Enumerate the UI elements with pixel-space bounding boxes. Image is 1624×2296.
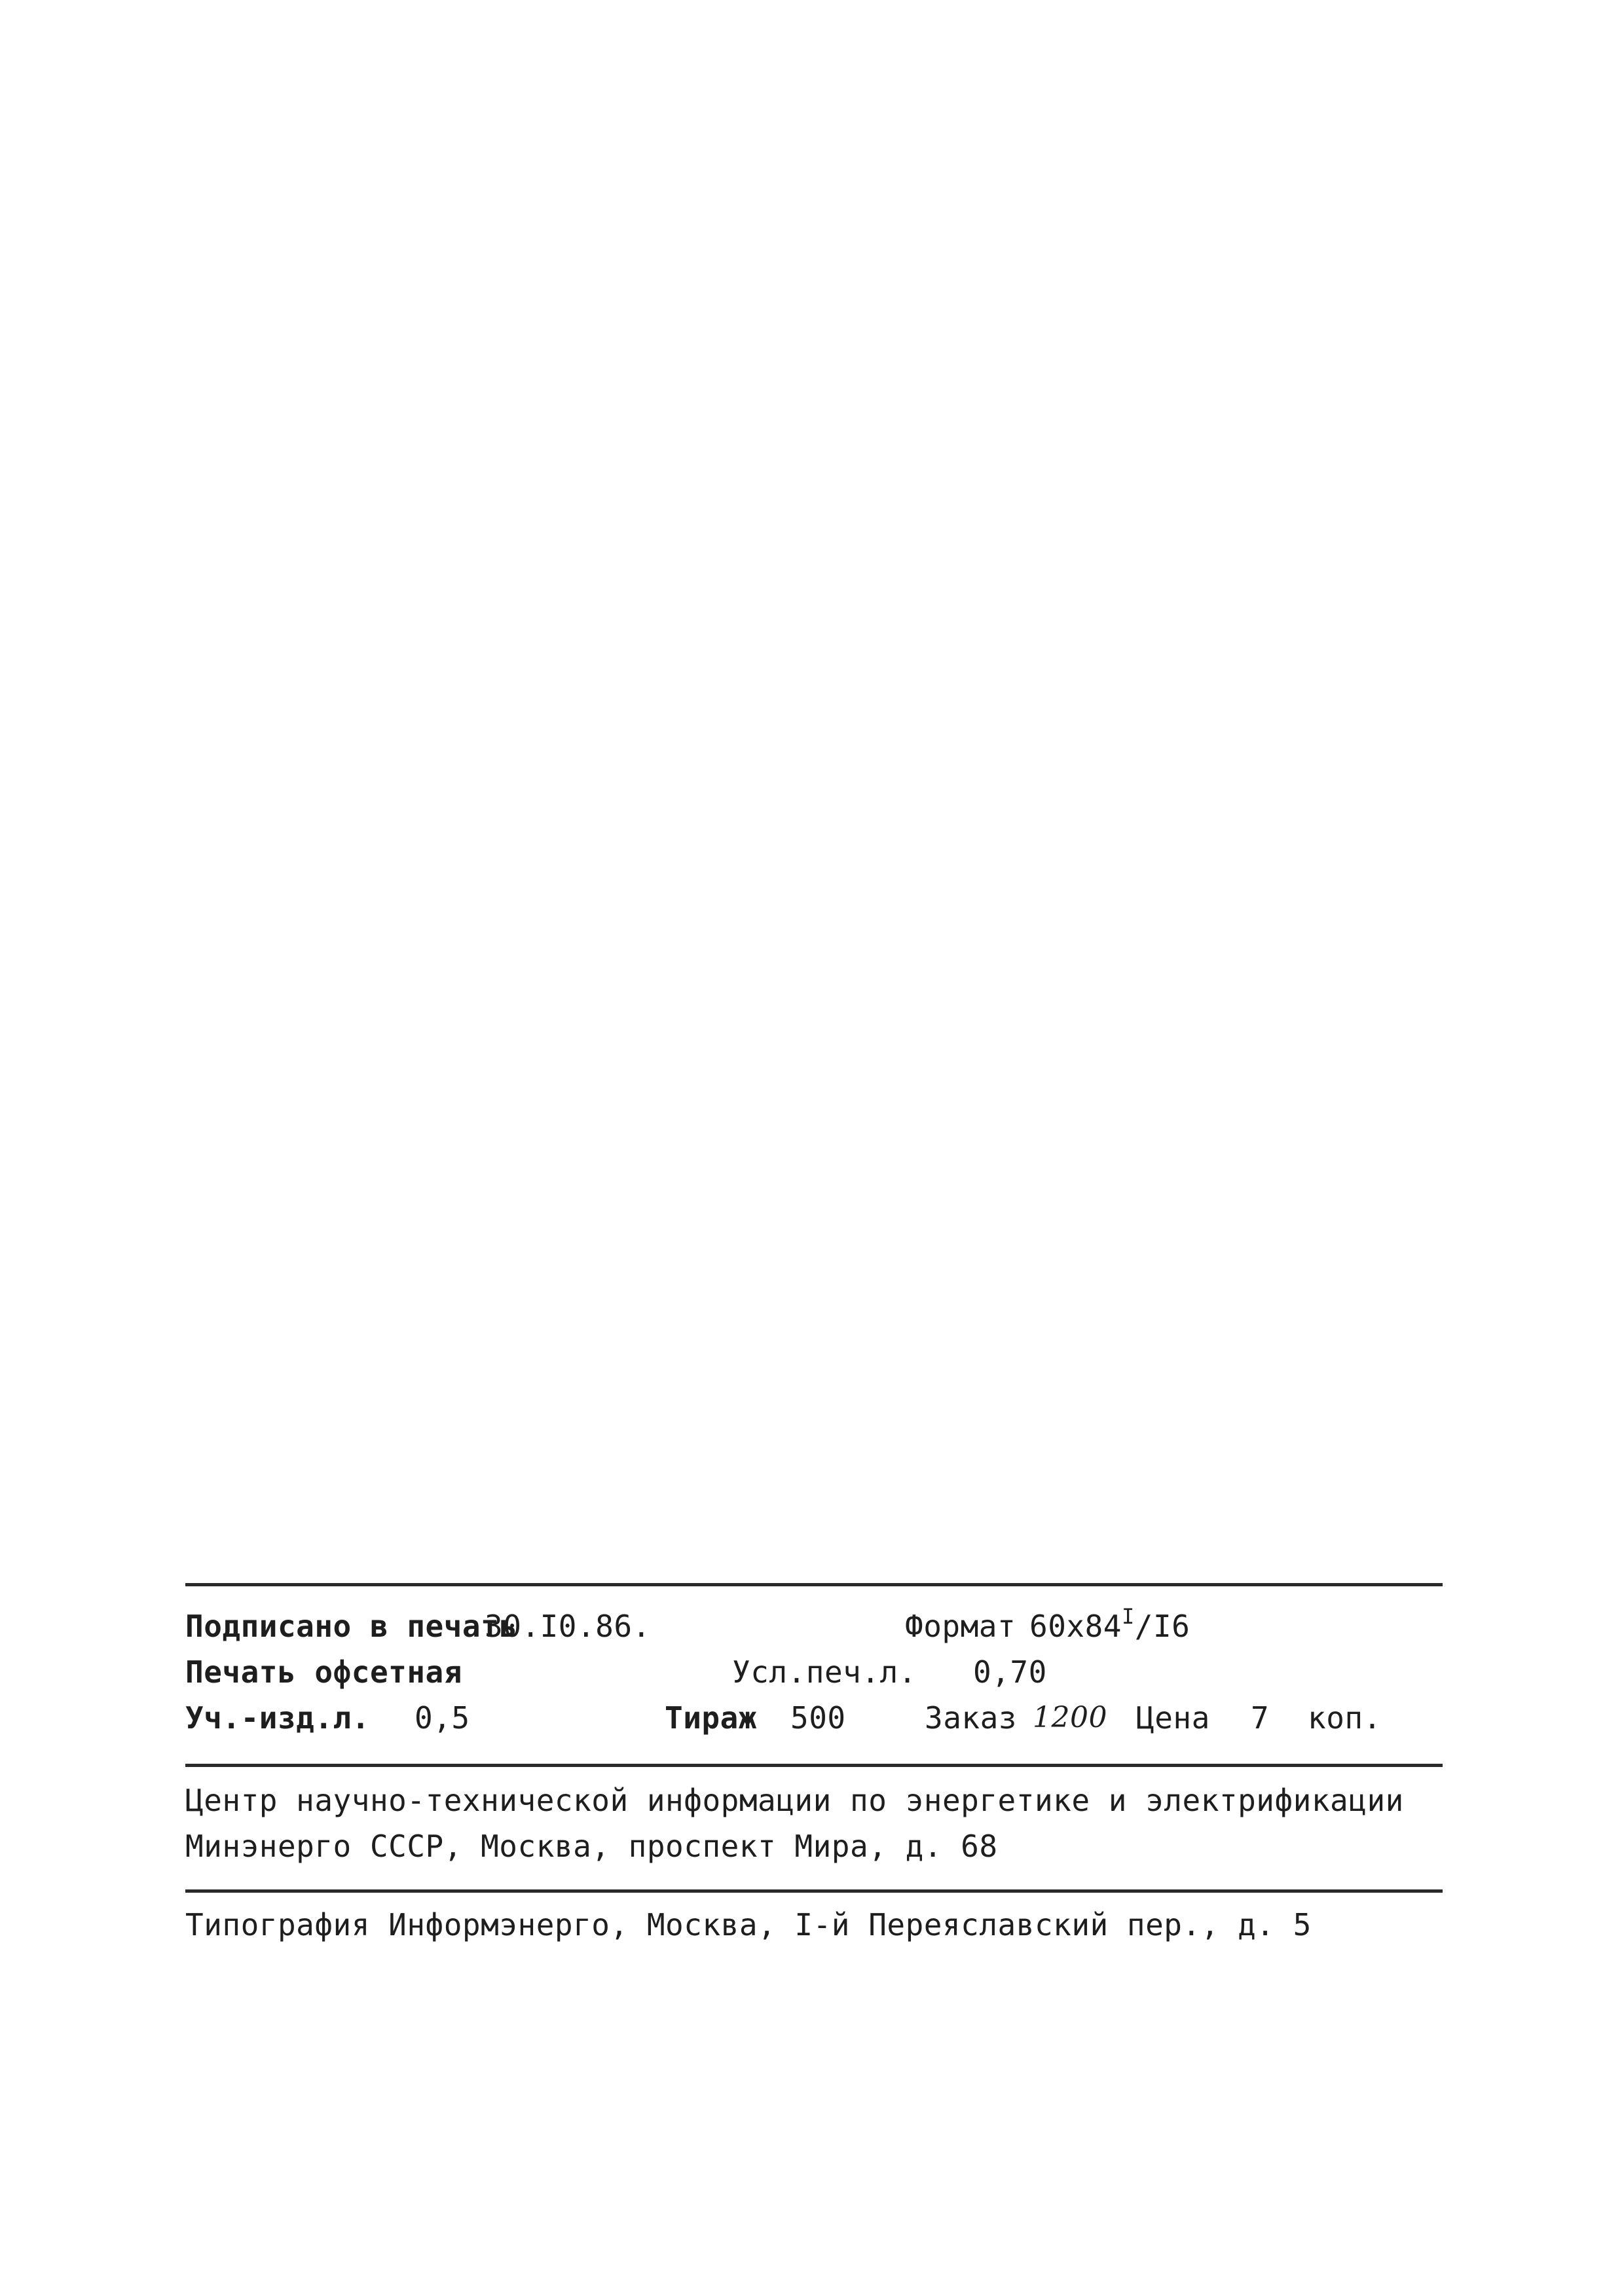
zakaz-value-handwritten: 1200: [1033, 1701, 1107, 1734]
signed-date: 30.I0.86.: [485, 1609, 651, 1644]
price-unit: коп.: [1308, 1700, 1382, 1736]
price-label: Цена: [1136, 1700, 1210, 1736]
usl-label: Усл.печ.л.: [732, 1654, 917, 1690]
print-type: Печать офсетная: [185, 1654, 462, 1690]
format-label: Формат: [905, 1609, 1016, 1644]
format-superscript: I: [1121, 1604, 1135, 1629]
publisher-line-2: Минэнерго СССР, Москва, проспект Мира, д. 68: [185, 1829, 998, 1864]
top-rule: [185, 1583, 1443, 1586]
format-base: 60x84: [1029, 1609, 1122, 1644]
printer-line: Типография Информэнерго, Москва, I-й Переяславский пер., д. 5: [185, 1907, 1312, 1942]
zakaz-label: Заказ: [925, 1700, 1017, 1736]
price-value: 7: [1251, 1700, 1270, 1736]
uch-value: 0,5: [415, 1700, 470, 1736]
signed-label: Подписано в печать: [185, 1609, 518, 1644]
uch-label: Уч.-изд.л.: [185, 1700, 370, 1736]
format-tail: /I6: [1134, 1609, 1190, 1644]
middle-rule: [185, 1764, 1443, 1767]
format-value: [1029, 1604, 1190, 1648]
tirazh-value: 500: [790, 1700, 846, 1736]
publisher-line-1: Центр научно-технической информации по энергетике и электрификации: [185, 1783, 1404, 1818]
bottom-rule: [185, 1889, 1443, 1893]
tirazh-label: Тираж: [665, 1700, 757, 1736]
usl-value: 0,70: [973, 1654, 1047, 1690]
